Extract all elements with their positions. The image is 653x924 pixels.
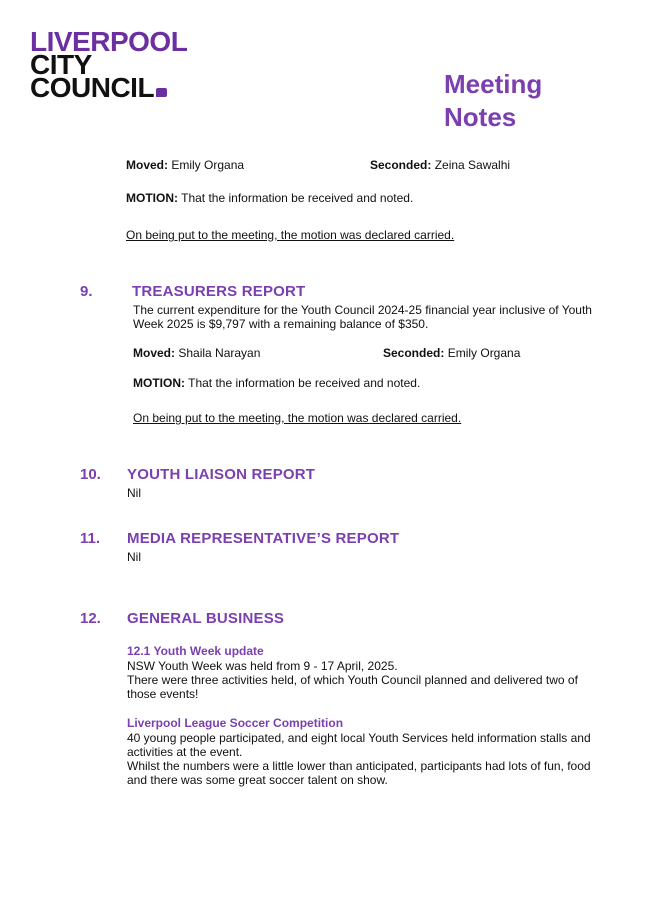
- logo-speech-mark-icon: [156, 88, 167, 97]
- section-12-title: GENERAL BUSINESS: [127, 610, 285, 627]
- document-title: Meeting Notes: [444, 69, 543, 132]
- subsection-youth-week-title: 12.1 Youth Week update: [127, 644, 264, 658]
- subsection-soccer-body: 40 young people participated, and eight local Youth Services held information stalls and activities at the event. Whilst the numbers were a little lower than anticipated, participants had lots of fun, food and there was some great soccer talent on show.: [127, 731, 591, 787]
- section-9-title: TREASURERS REPORT: [132, 283, 306, 300]
- prev-carried-statement: On being put to the meeting, the motion was declared carried.: [126, 228, 455, 242]
- section-9-seconded: Seconded: Emily Organa: [383, 346, 521, 360]
- prev-seconded: Seconded: Zeina Sawalhi: [370, 158, 511, 172]
- section-9-moved: Moved: Shaila Narayan: [133, 346, 261, 360]
- logo-line-2: CITY: [30, 49, 92, 80]
- logo-line-3: COUNCIL: [30, 76, 187, 99]
- logo-line-1: LIVERPOOL: [30, 26, 188, 57]
- prev-motion: MOTION: That the information be received and noted.: [126, 191, 414, 205]
- section-10-body: Nil: [127, 486, 141, 500]
- council-logo: [30, 26, 188, 103]
- section-11-number: 11.: [80, 530, 101, 547]
- prev-moved: Moved: Emily Organa: [126, 158, 245, 172]
- section-11-title: MEDIA REPRESENTATIVE’S REPORT: [127, 530, 400, 547]
- section-10-title: YOUTH LIAISON REPORT: [127, 466, 316, 483]
- section-12-number: 12.: [80, 610, 101, 627]
- section-9-number: 9.: [80, 283, 93, 300]
- subsection-soccer-title: Liverpool League Soccer Competition: [127, 716, 344, 730]
- section-10-number: 10.: [80, 466, 101, 483]
- section-9-carried-statement: On being put to the meeting, the motion was declared carried.: [133, 411, 462, 425]
- subsection-youth-week-body: NSW Youth Week was held from 9 - 17 April, 2025. There were three activities held, of which Youth Council planned and delivered two of those events!: [127, 659, 578, 701]
- section-11-body: Nil: [127, 550, 141, 564]
- section-9-motion: MOTION: That the information be received and noted.: [133, 376, 421, 390]
- section-9-body: The current expenditure for the Youth Council 2024-25 financial year inclusive of Youth Week 2025 is $9,797 with a remaining balance of $350.: [133, 303, 592, 331]
